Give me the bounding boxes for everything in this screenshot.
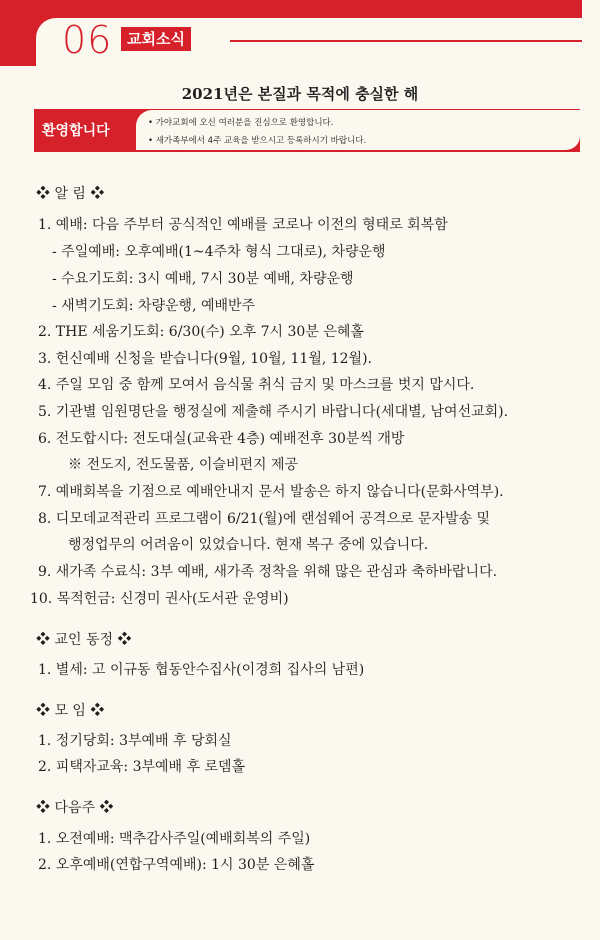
yearly-theme: 2021년은 본질과 목적에 충실한 해: [181, 85, 419, 103]
notice-item: 7. 예배회복을 기점으로 예배안내지 문서 발송은 하지 않습니다(문화사역부).: [38, 484, 504, 500]
page-number: 06: [62, 18, 113, 62]
member-item: 1. 별세: 고 이규동 협동안수집사(이경희 집사의 남편): [38, 662, 365, 678]
notice-item: 3. 헌신예배 신청을 받습니다(9월, 10월, 11월, 12월).: [38, 351, 372, 367]
next-week-item: 1. 오전예배: 맥추감사주일(예배회복의 주일): [38, 831, 311, 847]
notice-item: 5. 기관별 임원명단을 행정실에 제출해 주시기 바랍니다(세대별, 남여선교회).: [38, 404, 509, 420]
section-title: 교회소식: [121, 27, 191, 51]
notices-heading: ❖ 알 림 ❖: [36, 186, 105, 202]
meetings-heading: ❖ 모 임 ❖: [36, 703, 105, 719]
notice-item: 6. 전도합시다: 전도대실(교육관 4층) 예배전후 30분씩 개방: [38, 431, 405, 447]
notice-subitem: - 주일예배: 오후예배(1~4주차 형식 그대로), 차량운행: [52, 244, 386, 260]
notice-continuation: 행정업무의 어려움이 있었습니다. 현재 복구 중에 있습니다.: [68, 537, 429, 553]
next-week-item: 2. 오후예배(연합구역예배): 1시 30분 은혜홀: [38, 857, 315, 873]
notice-item: 10. 목적헌금: 신경미 권사(도서관 운영비): [30, 591, 289, 607]
notice-subitem: - 수요기도회: 3시 예배, 7시 30분 예배, 차량운행: [52, 271, 354, 287]
welcome-label: 환영합니다: [42, 123, 110, 139]
notice-item: 9. 새가족 수료식: 3부 예배, 새가족 정착을 위해 많은 관심과 축하바랍니다.: [38, 564, 498, 580]
members-heading: ❖ 교인 동정 ❖: [36, 632, 132, 648]
welcome-line: • 새가족부에서 4주 교육을 받으시고 등록하시기 바랍니다.: [148, 136, 367, 146]
notice-item: 8. 디모데교적관리 프로그램이 6/21(월)에 랜섬웨어 공격으로 문자발송 및: [38, 511, 491, 527]
notice-item: 1. 예배: 다음 주부터 공식적인 예배를 코로나 이전의 형태로 회복함: [38, 217, 448, 233]
notice-note: ※ 전도지, 전도물품, 이슬비편지 제공: [68, 457, 299, 473]
header-inner-panel: [36, 18, 582, 66]
welcome-line: • 가야교회에 오신 여러분을 진심으로 환영합니다.: [148, 118, 334, 128]
header-divider: [230, 40, 582, 42]
meeting-item: 2. 피택자교육: 3부예배 후 로뎀홀: [38, 759, 246, 775]
next-week-heading: ❖ 다음주 ❖: [36, 800, 114, 816]
meeting-item: 1. 정기당회: 3부예배 후 당회실: [38, 733, 232, 749]
notice-item: 4. 주일 모임 중 함께 모여서 음식물 취식 금지 및 마스크를 벗지 맙시다.: [38, 377, 475, 393]
notice-item: 2. THE 세움기도회: 6/30(수) 오후 7시 30분 은혜홀: [38, 324, 364, 340]
notice-subitem: - 새벽기도회: 차량운행, 예배반주: [52, 298, 256, 314]
